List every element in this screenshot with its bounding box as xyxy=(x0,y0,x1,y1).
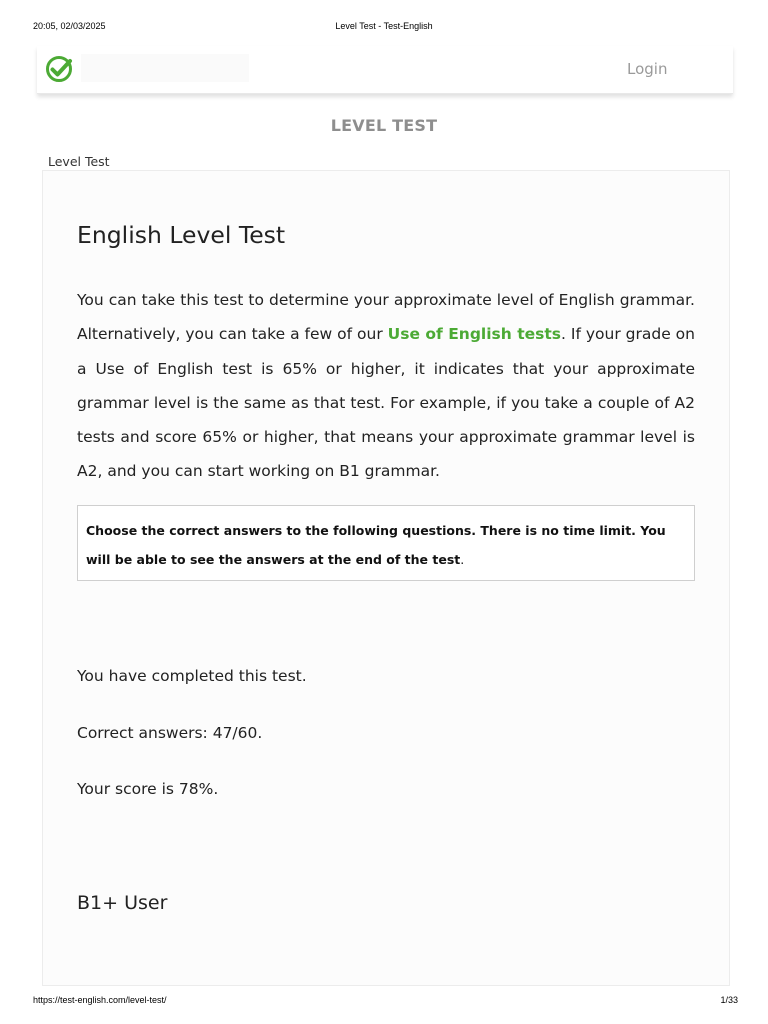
breadcrumb: Level Test xyxy=(48,154,110,169)
intro-text-end: . If your grade on a Use of English test is 65% or higher, it indicates that your approximate grammar level is the same as that test. For example, if you take a couple of A2 tests and score 65% or higher, that means your approximate grammar level is A2, and you can start working on B1 grammar. xyxy=(77,325,695,481)
print-document-title: Level Test - Test-English xyxy=(335,21,433,31)
instructions-box xyxy=(77,505,695,581)
test-card xyxy=(42,170,730,986)
print-page-number: 1/33 xyxy=(720,995,738,1005)
print-timestamp: 20:05, 02/03/2025 xyxy=(33,21,106,31)
level-result: B1+ User xyxy=(77,892,168,914)
test-title: English Level Test xyxy=(77,221,286,249)
logo-area[interactable] xyxy=(81,54,249,82)
print-header xyxy=(0,0,768,40)
page-heading: LEVEL TEST xyxy=(330,116,438,135)
print-footer xyxy=(0,992,768,1012)
use-of-english-tests-link[interactable]: Use of English tests xyxy=(387,325,562,344)
print-url: https://test-english.com/level-test/ xyxy=(33,995,167,1005)
score-percentage: Your score is 78%. xyxy=(77,780,219,798)
correct-answers-count: Correct answers: 47/60. xyxy=(77,724,263,742)
completion-message: You have completed this test. xyxy=(77,667,307,685)
login-link[interactable]: Login xyxy=(627,60,668,78)
green-checkmark-circle-icon[interactable] xyxy=(44,54,74,84)
intro-text-start: You can take this test to determine your approximate level of English grammar. Alternatively, you can take a few of our xyxy=(77,291,695,344)
instructions-text: Choose the correct answers to the following questions. There is no time limit. You will be able to see the answers at the end of the test xyxy=(86,523,666,567)
instructions-period: . xyxy=(460,552,465,567)
site-navbar xyxy=(37,46,733,94)
intro-paragraph xyxy=(77,283,695,489)
